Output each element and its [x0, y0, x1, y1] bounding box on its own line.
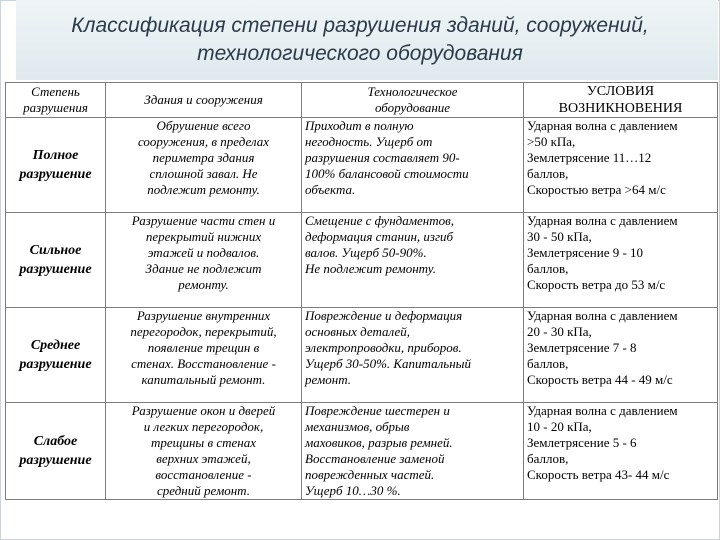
conditions-cell: Ударная волна с давлением 30 - 50 кПа, Землетрясение 9 - 10 баллов, Скорость ветра до 53 м/с	[524, 213, 718, 308]
slide-title-line-1: Классификация степени разрушения зданий, сооружений,	[71, 14, 649, 37]
equipment-cell: Повреждение шестерен и механизмов, обрыв маховиков, разрыв ремней. Восстановление заменой поврежденных частей. Ущерб 10…30 %.	[302, 403, 524, 500]
destruction-table	[5, 82, 718, 500]
table-row-complete	[6, 118, 718, 213]
buildings-cell: Разрушение окон и дверей и легких перегородок, трещины в стенах верхних этажей, восстановление - средний ремонт.	[106, 403, 302, 500]
degree-cell: Сильное разрушение	[6, 213, 106, 308]
conditions-cell: Ударная волна с давлением >50 кПа, Землетрясение 11…12 баллов, Скоростью ветра >64 м/с	[524, 118, 718, 213]
slide-title	[40, 12, 680, 68]
equipment-cell: Приходит в полную негодность. Ущерб от разрушения составляет 90- 100% балансовой стоимости объекта.	[302, 118, 524, 213]
header-equipment: Технологическое оборудование	[302, 83, 524, 118]
conditions-cell: Ударная волна с давлением 10 - 20 кПа, Землетрясение 5 - 6 баллов, Скорость ветра 43- 44 м/с	[524, 403, 718, 500]
header-degree: Степень разрушения	[6, 83, 106, 118]
conditions-cell: Ударная волна с давлением 20 - 30 кПа, Землетрясение 7 - 8 баллов, Скорость ветра 44 - 49 м/с	[524, 308, 718, 403]
buildings-cell: Разрушение части стен и перекрытий нижних этажей и подвалов. Здание не подлежит ремонту.	[106, 213, 302, 308]
header-buildings: Здания и сооружения	[106, 83, 302, 118]
header-row	[6, 83, 718, 118]
equipment-cell: Смещение с фундаментов, деформация станин, изгиб валов. Ущерб 50-90%. Не подлежит ремонту.	[302, 213, 524, 308]
header-conditions: УСЛОВИЯ ВОЗНИКНОВЕНИЯ	[524, 83, 718, 118]
degree-cell: Полное разрушение	[6, 118, 106, 213]
degree-cell: Слабое разрушение	[6, 403, 106, 500]
buildings-cell: Обрушение всего сооружения, в пределах периметра здания сплошной завал. Не подлежит ремонту.	[106, 118, 302, 213]
table-row-medium	[6, 308, 718, 403]
degree-cell: Среднее разрушение	[6, 308, 106, 403]
equipment-cell: Повреждение и деформация основных деталей, электропроводки, приборов. Ущерб 30-50%. Капитальный ремонт.	[302, 308, 524, 403]
slide-title-line-2: технологического оборудования	[197, 42, 523, 65]
buildings-cell: Разрушение внутренних перегородок, перекрытий, появление трещин в стенах. Восстановление - капитальный ремонт.	[106, 308, 302, 403]
table-row-heavy	[6, 213, 718, 308]
table-row-weak	[6, 403, 718, 500]
